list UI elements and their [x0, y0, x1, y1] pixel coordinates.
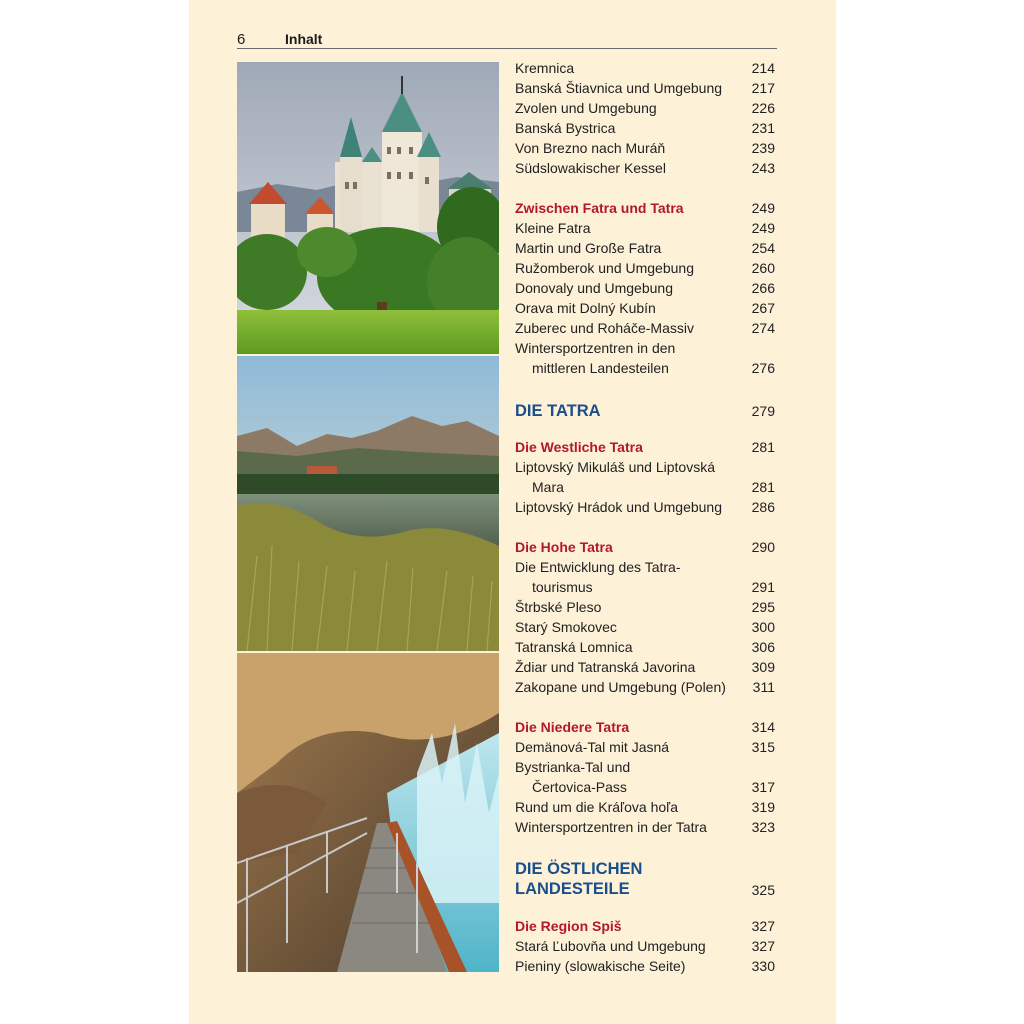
toc-entry[interactable]: Banská Štiavnica und Umgebung 217: [515, 80, 775, 96]
toc-entry[interactable]: Orava mit Dolný Kubín 267: [515, 300, 775, 316]
lake-photo: [237, 356, 499, 651]
toc-entry[interactable]: Demänová-Tal mit Jasná 315: [515, 739, 775, 755]
toc-entry[interactable]: Martin und Große Fatra 254: [515, 240, 775, 256]
toc-entry[interactable]: Wintersportzentren in den: [515, 340, 676, 356]
toc-section-heading[interactable]: Zwischen Fatra und Tatra 249: [515, 200, 775, 216]
toc-entry-continuation[interactable]: Čertovica-Pass 317: [532, 779, 775, 795]
toc-chapter-heading[interactable]: DIE ÖSTLICHEN LANDESTEILE 325: [515, 860, 775, 898]
page-header: [237, 28, 777, 49]
toc-entry[interactable]: Pieniny (slowakische Seite) 330: [515, 958, 775, 974]
toc-entry[interactable]: Ždiar und Tatranská Javorina 309: [515, 659, 775, 675]
toc-entry[interactable]: Die Entwicklung des Tatra-: [515, 559, 681, 575]
toc-section-heading[interactable]: Die Westliche Tatra 281: [515, 439, 775, 455]
chapter-line-1: DIE ÖSTLICHEN: [515, 860, 643, 878]
toc-chapter-heading[interactable]: DIE TATRA 279: [515, 402, 775, 420]
toc-entry[interactable]: Stará Ľubovňa und Umgebung 327: [515, 938, 775, 954]
page-title: Inhalt: [285, 31, 323, 47]
book-page: [189, 0, 836, 1024]
toc-entry[interactable]: Von Brezno nach Muráň 239: [515, 140, 775, 156]
toc-section-heading[interactable]: Die Niedere Tatra 314: [515, 719, 775, 735]
toc-entry-continuation[interactable]: Mara 281: [532, 479, 775, 495]
page-number: 6: [237, 31, 246, 48]
toc-entry[interactable]: Wintersportzentren in der Tatra 323: [515, 819, 775, 835]
toc-entry[interactable]: Štrbské Pleso 295: [515, 599, 775, 615]
toc-section-heading[interactable]: Die Hohe Tatra 290: [515, 539, 775, 555]
toc-entry[interactable]: Bystrianka-Tal und: [515, 759, 631, 775]
toc-entry[interactable]: Zuberec und Roháče-Massiv 274: [515, 320, 775, 336]
toc-entry[interactable]: Ružomberok und Umgebung 260: [515, 260, 775, 276]
toc-entry[interactable]: Rund um die Kráľova hoľa 319: [515, 799, 775, 815]
toc-entry[interactable]: Kleine Fatra 249: [515, 220, 775, 236]
toc-section-heading[interactable]: Die Region Spiš 327: [515, 918, 775, 934]
toc-entry[interactable]: Starý Smokovec 300: [515, 619, 775, 635]
toc-entry[interactable]: Liptovský Hrádok und Umgebung 286: [515, 499, 775, 515]
toc-entry[interactable]: Banská Bystrica 231: [515, 120, 775, 136]
toc-entry[interactable]: Südslowakischer Kessel 243: [515, 160, 775, 176]
toc-entry[interactable]: Tatranská Lomnica 306: [515, 639, 775, 655]
ice-cave-photo: [237, 653, 499, 972]
toc-entry[interactable]: Kremnica 214: [515, 60, 775, 76]
toc-entry-continuation[interactable]: tourismus 291: [532, 579, 775, 595]
toc-entry[interactable]: Liptovský Mikuláš und Liptovská: [515, 459, 715, 475]
toc-entry[interactable]: Donovaly und Umgebung 266: [515, 280, 775, 296]
toc-entry[interactable]: Zakopane und Umgebung (Polen) 311: [515, 679, 775, 695]
toc-entry[interactable]: Zvolen und Umgebung 226: [515, 100, 775, 116]
chapter-line-2: LANDESTEILE: [515, 880, 630, 898]
toc-entry-continuation[interactable]: mittleren Landesteilen 276: [532, 360, 775, 376]
table-of-contents: [515, 58, 775, 976]
castle-photo: [237, 62, 499, 354]
